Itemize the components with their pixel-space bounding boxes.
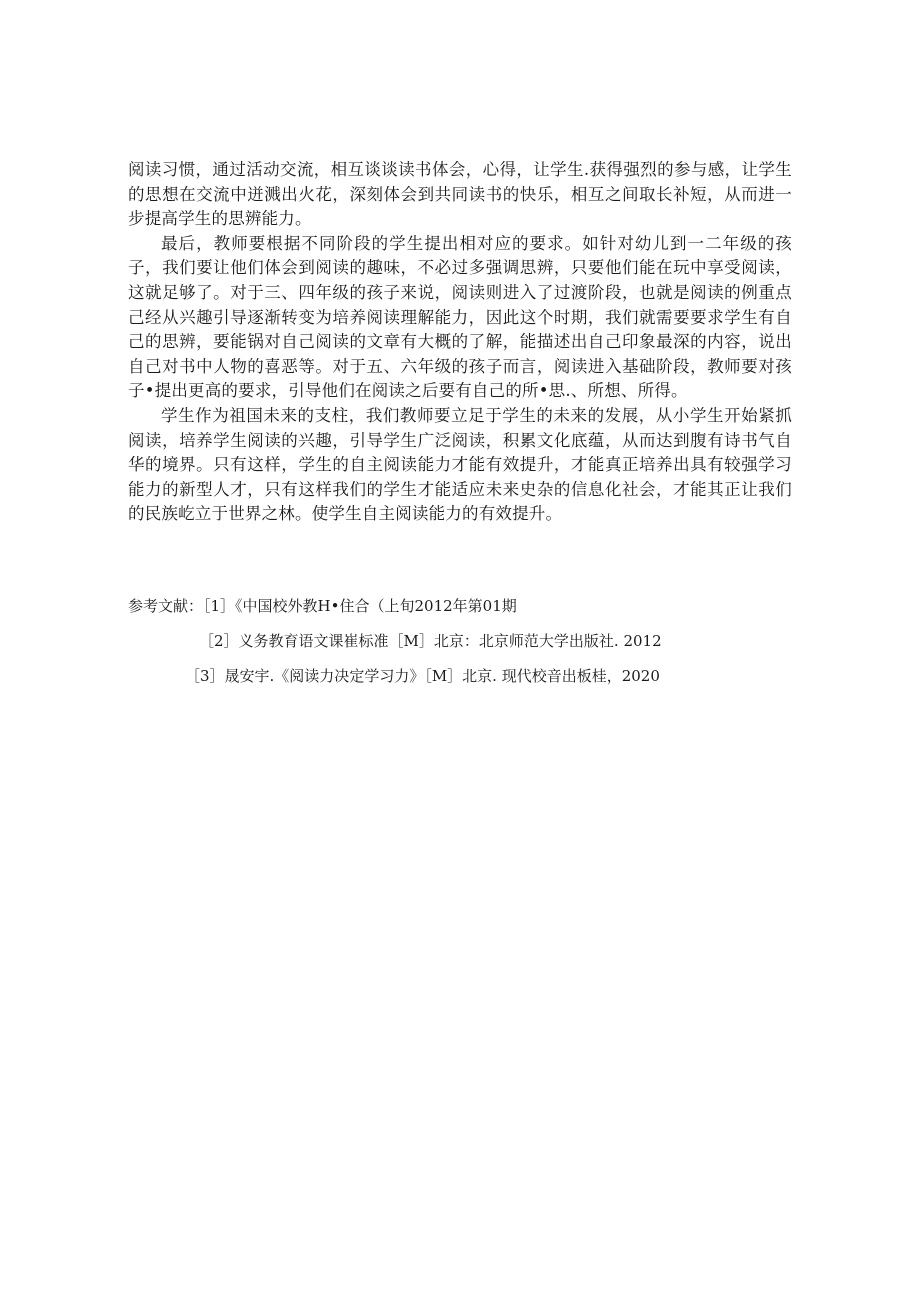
references-label: 参考文献： bbox=[128, 597, 204, 615]
reference-item bbox=[128, 631, 808, 666]
body-paragraph: 学生作为祖国未来的支柱，我们教师要立足于学生的未来的发展，从小学生开始紧抓阅读，培养学生阅读的兴趣，引导学生广泛阅读，积累文化底蕴，从而达到腹有诗书气自华的境界。只有这样，学生的自主阅读能力才能有效提升，才能真正培养出具有较强学习能力的新型人才，只有这样我们的学生才能适应未来史杂的信息化社会，才能其正让我们的民族屹立于世界之林。使学生自主阅读能力的有效提升。 bbox=[128, 405, 792, 524]
reference-text: ［3］晟安宇.《阅读力决定学习力》［M］北京. 现代校音出板桂，2020 bbox=[185, 667, 660, 685]
article-body bbox=[128, 158, 792, 527]
body-paragraph: 最后，教师要根据不同阶段的学生提出相对应的要求。如针对幼儿到一二年级的孩子，我们要让他们体会到阅读的趣味，不必过多强调思辨，只要他们能在玩中享受阅读，这就足够了。对于三、四年级的孩子来说，阅读则进入了过渡阶段，也就是阅读的例重点己经从兴趣引导逐渐转变为培养阅读理解能力，因此这个时期，我们就需要要求学生有自己的思辨，要能锅对自己阅读的文章有大概的了解，能描述出自己印象最深的内容，说出自己对书中人物的喜恶等。对于五、六年级的孩子而言，阅读进入基础阶段，教师要对孩子•提出更高的要求，引导他们在阅读之后要有自己的所•思.、所想、所得。 bbox=[128, 233, 792, 401]
reference-item bbox=[128, 596, 808, 631]
body-paragraph: 阅读习惯，通过活动交流，相互谈谈读书体会，心得，让学生.获得强烈的参与感，让学生的思想在交流中迸溅出火花，深刻体会到共同读书的快乐，相互之间取长补短，从而进一步提高学生的思辨能力。 bbox=[128, 160, 792, 229]
reference-item bbox=[128, 666, 808, 701]
references-section bbox=[128, 596, 808, 701]
reference-text: ［2］义务教育语文课崔标准［M］北京：北京师范大学出版社. 2012 bbox=[199, 632, 662, 650]
reference-text: ［1］《中国校外教H•住合（上旬2012年第01期 bbox=[203, 597, 517, 615]
